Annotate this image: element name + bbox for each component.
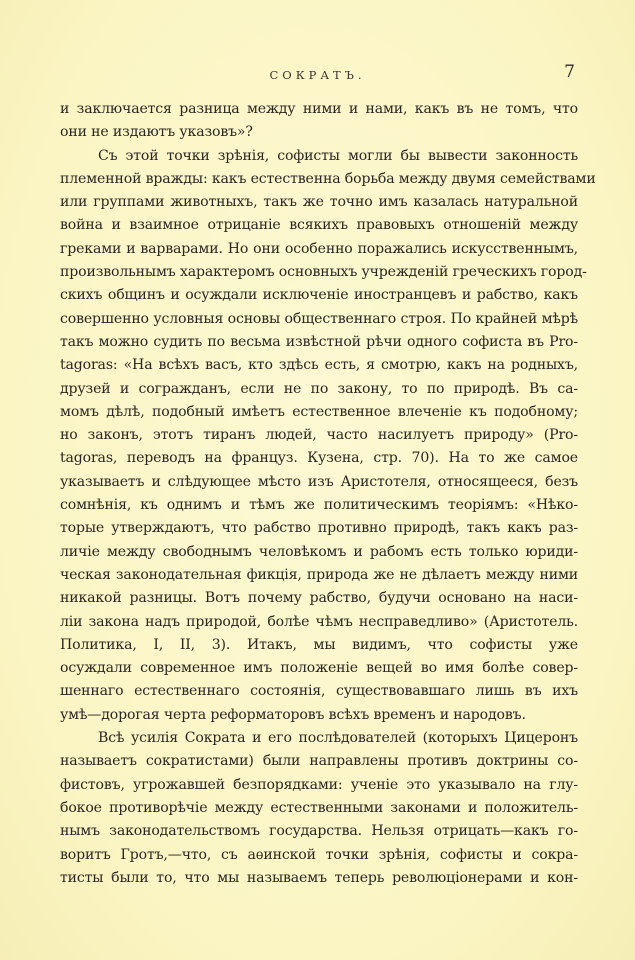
text-line: совершенно условныя основы общественнаго строя. По крайней мѣрѣ bbox=[60, 310, 578, 327]
text-line: война и взаимное отрицаніе всякихъ правовыхъ отношеній между bbox=[60, 217, 578, 234]
text-line: фистовъ, угрожавшей безпорядками: ученіе это указывало на глу- bbox=[60, 776, 578, 793]
text-line: указываетъ и слѣдующее мѣсто изъ Аристотеля, относящееся, безъ bbox=[60, 473, 578, 490]
text-line: осуждали современное имъ положеніе вещей во имя болѣе совер- bbox=[60, 660, 578, 677]
text-line: tagoras: «На всѣхъ васъ, кто здѣсь есть, я смотрю, какъ на родныхъ, bbox=[60, 357, 578, 374]
text-line: произвольнымъ характеромъ основныхъ учрежденій греческихъ город- bbox=[60, 264, 587, 281]
text-line: скихъ общинъ и осуждали исключеніе иностранцевъ и рабство, какъ bbox=[60, 287, 578, 304]
text-line: племенной вражды: какъ естественна борьба между двумя семействами bbox=[60, 170, 596, 187]
text-line: торые утверждаютъ, что рабство противно природѣ, такъ какъ раз- bbox=[60, 520, 578, 537]
text-line: друзей и согражданъ, если не по закону, то по природѣ. Въ са- bbox=[60, 380, 578, 397]
running-title: СОКРАТЪ. bbox=[269, 68, 366, 82]
text-line: или группами животныхъ, такъ же точно имъ казалась натуральной bbox=[60, 194, 578, 211]
text-line: никакой разницы. Вотъ почему рабство, будучи основано на наси- bbox=[60, 590, 578, 607]
text-line: шеннаго естественнаго состоянія, существовавшаго лишь въ ихъ bbox=[60, 683, 578, 700]
text-line: тисты были то, что мы называемъ теперь революціонерами и кон- bbox=[60, 869, 578, 886]
text-line: такъ можно судить по весьма извѣстной рѣчи одного софиста въ Pro- bbox=[60, 333, 578, 350]
text-line: Съ этой точки зрѣнія, софисты могли бы вывести законность bbox=[98, 147, 578, 164]
text-line: и заключается разница между ними и нами, какъ въ не томъ, что bbox=[60, 101, 578, 117]
text-line: греками и варварами. Но они особенно поражались искусственнымъ, bbox=[60, 240, 578, 257]
text-line: бокое противорѣчіе между естественными законами и положитель- bbox=[60, 799, 578, 816]
text-line: они не издаютъ указовъ»? bbox=[60, 124, 253, 141]
page-number: 7 bbox=[564, 62, 575, 82]
text-line: личіе между свободнымъ человѣкомъ и рабомъ есть только юриди- bbox=[60, 543, 578, 560]
text-line: момъ дѣлѣ, подобный имѣетъ естественное влеченіе къ подобному; bbox=[60, 403, 578, 420]
text-line: tagoras, переводъ на француз. Кузена, стр. 70). На то же самое bbox=[60, 450, 578, 467]
page-header bbox=[0, 64, 635, 90]
text-line: воритъ Гротъ,—что, съ аѳинской точки зрѣнія, софисты и сокра- bbox=[60, 846, 578, 863]
text-line: умѣ—дорогая черта реформаторовъ всѣхъ временъ и народовъ. bbox=[60, 706, 526, 723]
text-line: Политика, I, II, 3). Итакъ, мы видимъ, что софисты уже bbox=[60, 636, 578, 653]
body-text bbox=[60, 98, 596, 890]
text-line: сомнѣнія, къ однимъ и тѣмъ же политическимъ теоріямъ: «Нѣко- bbox=[60, 497, 578, 514]
text-line: нымъ законодательствомъ государства. Нельзя отрицать—какъ го- bbox=[60, 823, 578, 840]
text-line: ліи закона надъ природой, болѣе чѣмъ несправедливо» (Аристотель. bbox=[60, 613, 578, 630]
text-line: но законъ, этотъ тиранъ людей, часто насилуетъ природу» (Pro- bbox=[60, 427, 578, 444]
text-line: Всѣ усилія Сократа и его послѣдователей (которыхъ Цицеронъ bbox=[98, 730, 578, 747]
text-line: ческая законодательная фикція, природа же не дѣлаетъ между ними bbox=[60, 566, 578, 583]
text-line: называетъ сократистами) были направлены противъ доктрины со- bbox=[60, 753, 578, 770]
